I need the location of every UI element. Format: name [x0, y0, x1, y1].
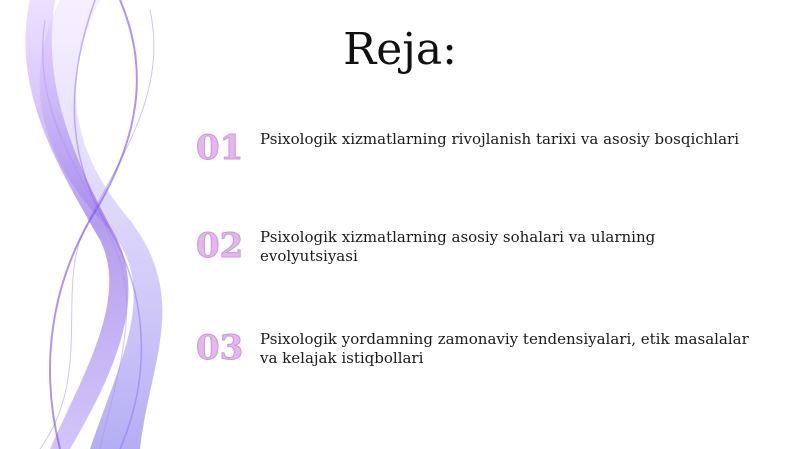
list-item — [196, 128, 756, 188]
list-item — [196, 328, 756, 388]
item-text: Psixologik xizmatlarning asosiy sohalari va ularning evolyutsiyasi — [260, 228, 656, 265]
item-number: 02 — [196, 226, 244, 266]
item-text: Psixologik xizmatlarning rivojlanish tarixi va asosiy bosqichlari — [260, 130, 740, 148]
item-number: 01 — [196, 128, 244, 168]
list-item — [196, 226, 756, 286]
item-text: Psixologik yordamning zamonaviy tendensiyalari, etik masalalar va kelajak istiqbollari — [260, 330, 749, 367]
item-number: 03 — [196, 328, 244, 368]
purple-smoke-decoration — [0, 0, 190, 449]
slide-title: Reja: — [343, 24, 457, 75]
